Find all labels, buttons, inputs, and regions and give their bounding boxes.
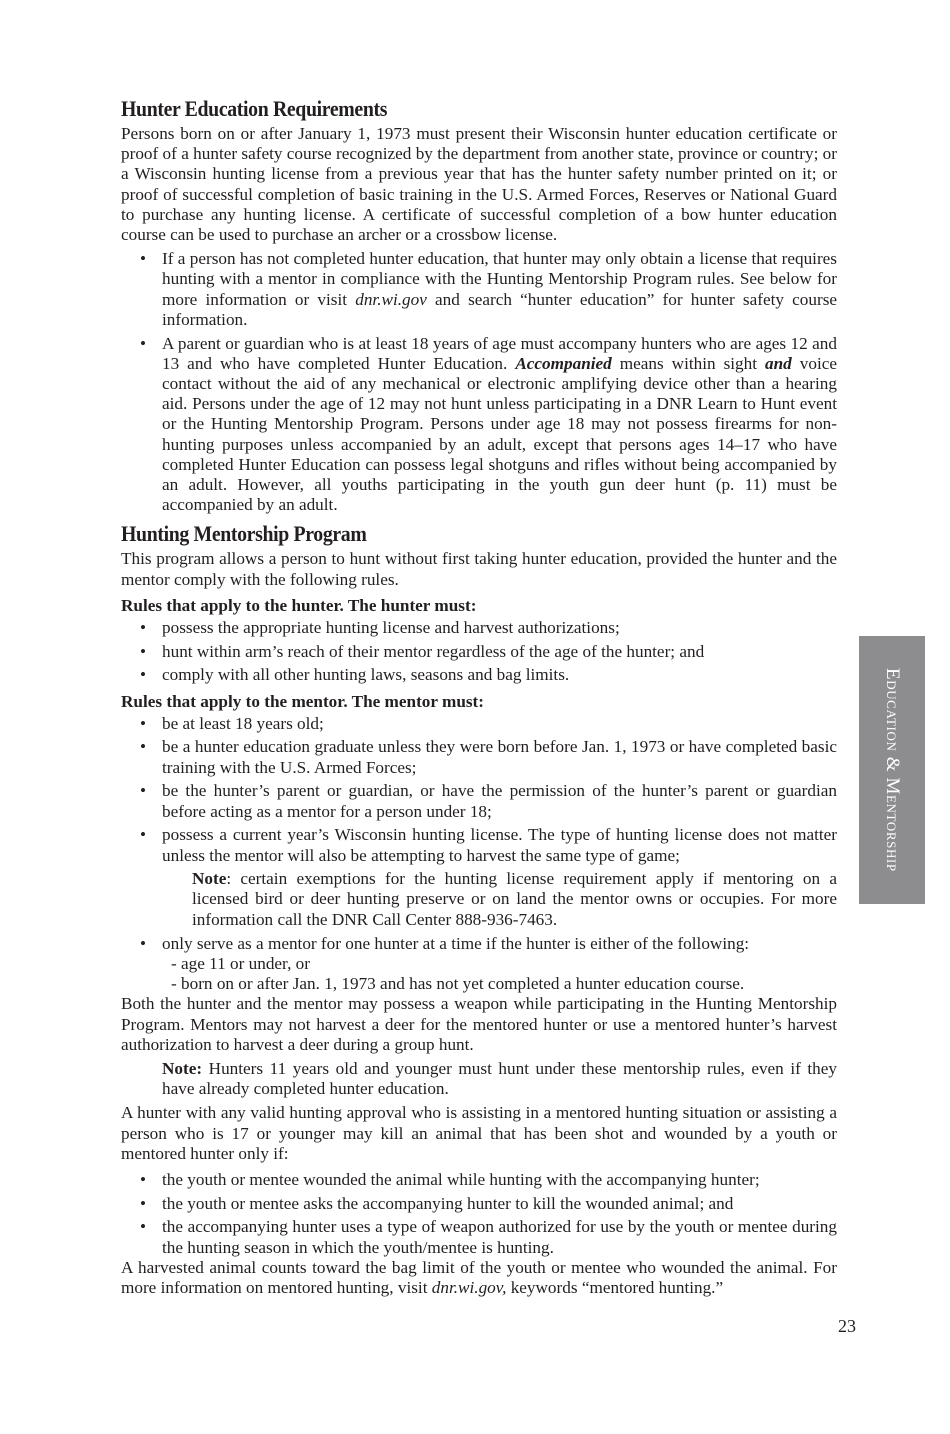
- list-item: • comply with all other hunting laws, seasons and bag limits.: [140, 665, 570, 685]
- section-title-hunter-education: Hunter Education Requirements: [121, 96, 388, 121]
- hunter-education-bullets: [121, 249, 837, 515]
- hunter-education-intro: Persons born on or after January 1, 1973 must present their Wisconsin hunter education certificate or proof of a hunter safety course recognized by the department from another state, province or country; or a Wisconsin hunting license from a previous year that has the hunter safety number printed on it; or proof of successful completion of basic training in the U.S. Armed Forces, Reserves or National Guard to purchase any hunting license. A certificate of successful completion of a bow hunter education course can be used to purchase an archer or a crossbow license.: [121, 124, 837, 245]
- dnr-link[interactable]: dnr.wi.gov: [355, 289, 427, 309]
- list-item: • be at least 18 years old;: [140, 713, 324, 733]
- list-item: • the youth or mentee asks the accompanying hunter to kill the wounded animal; and: [140, 1193, 734, 1213]
- list-item: • possess a current year’s Wisconsin hunting license. The type of hunting license does not matter unless the mentor will also be attempting to harvest the same type of game;: [140, 825, 837, 865]
- list-item: • the accompanying hunter uses a type of weapon authorized for use by the youth or mentee during the hunting season in which the youth/mentee is hunting.: [140, 1217, 837, 1257]
- list-item: • hunt within arm’s reach of their mentor regardless of the age of the hunter; and: [140, 641, 705, 661]
- side-tab-label: Education & Mentorship: [882, 668, 903, 872]
- list-item: • the youth or mentee wounded the animal while hunting with the accompanying hunter;: [140, 1170, 760, 1190]
- closing-paragraph: A harvested animal counts toward the bag limit of the youth or mentee who wounded the animal. For more information on mentored hunting, visit dnr.wi.gov, keywords “mentored hunting.”: [121, 1257, 837, 1298]
- mentor-rules-heading: Rules that apply to the mentor. The mentor must:: [121, 691, 485, 711]
- assist-paragraph: A hunter with any valid hunting approval who is assisting in a mentored hunting situation or assisting a person who is 17 or younger may kill an animal that has been shot and wounded by a youth or mentored hunter only if:: [121, 1103, 837, 1163]
- license-exemption-note: Note: certain exemptions for the hunting license requirement apply if mentoring on a licensed bird or deer hunting preserve or on land the mentor owns or occupies. For more information call the DNR Call Center 888-936-7463.: [192, 869, 837, 929]
- mentorship-intro: This program allows a person to hunt without first taking hunter education, provided the hunter and the mentor comply with the following rules.: [121, 549, 837, 589]
- age-note: Note: Hunters 11 years old and younger must hunt under these mentorship rules, even if they have already completed hunter education.: [162, 1059, 837, 1099]
- list-item: • possess the appropriate hunting license and harvest authorizations;: [140, 617, 620, 637]
- and-term: and: [765, 353, 792, 373]
- dash-item-born: - born on or after Jan. 1, 1973 and has not yet completed a hunter education course.: [171, 974, 745, 994]
- mentor-rules-list-cont: [121, 934, 837, 954]
- mentor-rules-list: [121, 714, 837, 866]
- accompanied-term: Accompanied: [515, 353, 612, 373]
- page-content: [121, 96, 837, 1298]
- list-item: • be the hunter’s parent or guardian, or have the permission of the hunter’s parent or guardian before acting as a mentor for a person under 18;: [140, 781, 837, 821]
- list-item: • A parent or guardian who is at least 18 years of age must accompany hunters who are ages 12 and 13 and who have completed Hunter Education. Accompanied means within sight and voice contact without the aid of any mechanical or electronic amplifying device other than a hearing aid. Persons under the age of 12 may not hunt unless participating in a DNR Learn to Hunt event or the Hunting Mentorship Program. Persons under age 18 may not possess firearms for non-hunting purposes unless accompanied by an adult, except that persons ages 14–17 who have completed Hunter Education can possess legal shotguns and rifles without being accompanied by an adult. However, all youths participating in the youth gun deer hunt (p. 11) must be accompanied by an adult.: [140, 333, 837, 515]
- dash-item-age: - age 11 or under, or: [171, 954, 310, 974]
- page-number: 23: [838, 1316, 856, 1336]
- list-item: • If a person has not completed hunter education, that hunter may only obtain a license that requires hunting with a mentor in compliance with the Hunting Mentorship Program rules. See below for more information or visit dnr.wi.gov and search “hunter education” for hunter safety course information.: [140, 249, 838, 329]
- assist-rules-list: [121, 1170, 837, 1258]
- section-side-tab: [859, 636, 925, 904]
- hunter-rules-heading: Rules that apply to the hunter. The hunter must:: [121, 595, 477, 615]
- weapon-paragraph: Both the hunter and the mentor may possess a weapon while participating in the Hunting Mentorship Program. Mentors may not harvest a deer for the mentored hunter or use a mentored hunter’s harvest authorization to harvest a deer during a group hunt.: [121, 994, 837, 1054]
- dnr-link[interactable]: dnr.wi.gov,: [431, 1278, 507, 1298]
- list-item: • be a hunter education graduate unless they were born before Jan. 1, 1973 or have completed basic training with the U.S. Armed Forces;: [140, 737, 837, 777]
- section-title-mentorship: Hunting Mentorship Program: [121, 521, 367, 547]
- list-item: • only serve as a mentor for one hunter at a time if the hunter is either of the following:: [140, 933, 750, 953]
- hunter-rules-list: [121, 618, 837, 686]
